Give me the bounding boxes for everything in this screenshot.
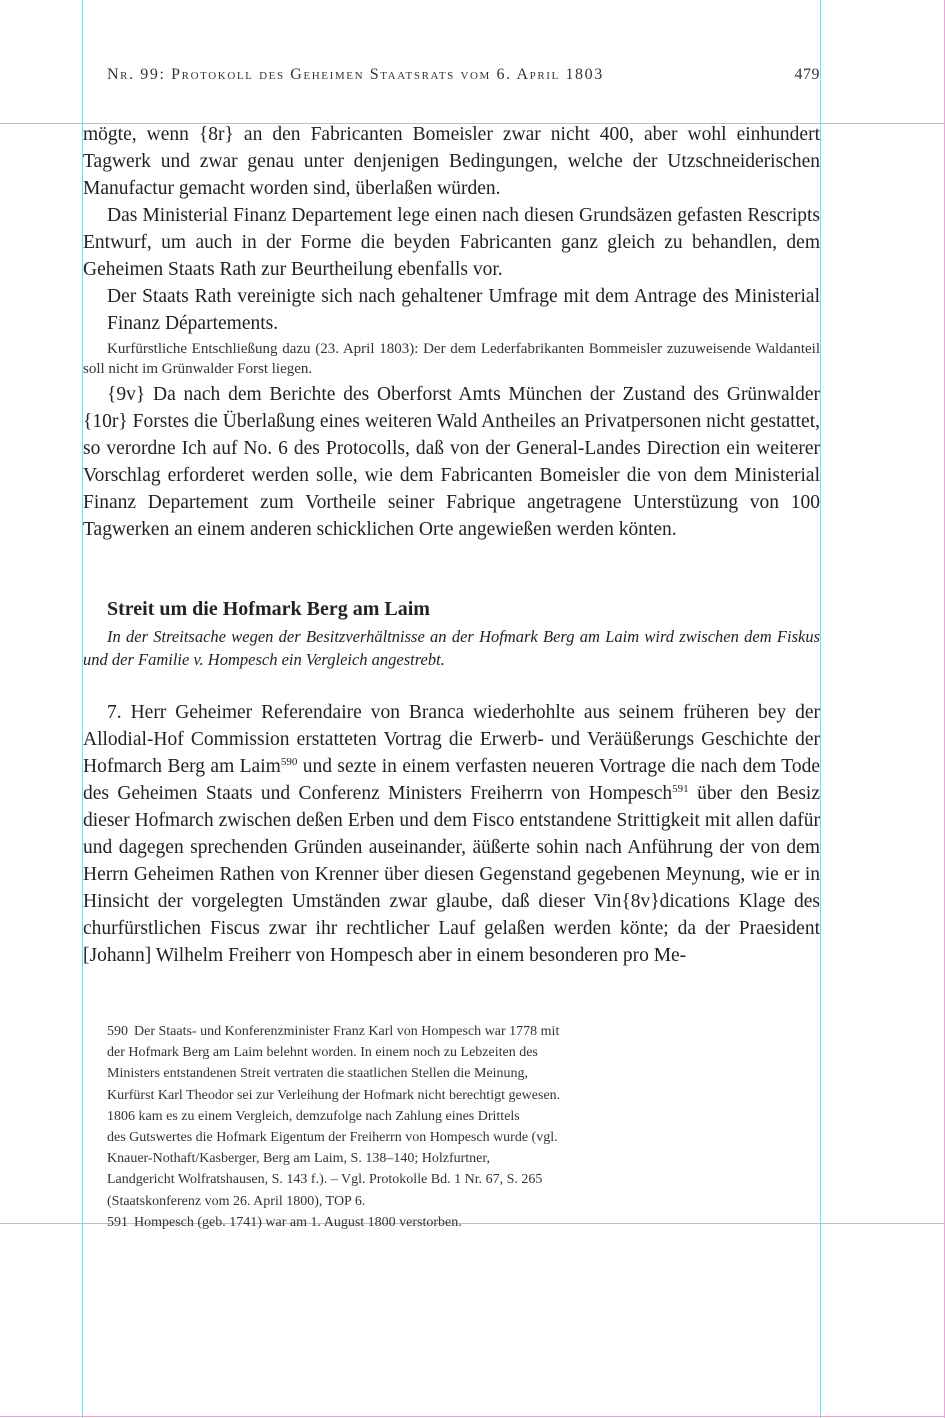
main-text (83, 121, 820, 543)
section-summary: In der Streitsache wegen der Besitzverhältnisse an der Hofmark Berg am Laim wird zwischen dem Fiskus und der Familie v. Hompesch ein Vergleich angestrebt. (83, 627, 820, 669)
footnote-line: 591 Hompesch (geb. 1741) war am 1. August 1800 verstorben. (107, 1214, 462, 1230)
footnote-line: (Staatskonferenz vom 26. April 1800), TOP 6. (107, 1193, 366, 1209)
footnote-ref-590[interactable]: 590 (280, 756, 298, 768)
footnote-number: 591 (107, 1214, 128, 1230)
footnote-line: Knauer-Nothaft/Kasberger, Berg am Laim, S. 138–140; Holzfurtner, (107, 1151, 490, 1167)
paragraph-7-part-b: und sezte in einem verfasten neueren Vortrage die nach dem Tode des Geheimen Staats und Conferenz Ministers Freiherrn von Hompesch (83, 756, 820, 804)
footnote-line: 590 Der Staats- und Konferenzminister Franz Karl von Hompesch war 1778 mit (107, 1024, 560, 1039)
editorial-note: Kurfürstliche Entschließung dazu (23. April 1803): Der dem Lederfabrikanten Bommeisler zuzuweisende Waldanteil soll nicht im Grünwalder Forst liegen. (83, 341, 820, 377)
running-header (107, 66, 820, 84)
paragraph-rescript: Das Ministerial Finanz Departement lege einen nach diesen Grundsäzen gefasten Rescripts Entwurf, um auch in der Forme die beyden Fabricanten ganz gleich zu behandlen, dem Geheimen Staats Rath zur Beurtheilung ebenfalls vor. (83, 205, 820, 280)
footnote-590 (107, 1021, 667, 1212)
page-bottom-guide (0, 1416, 945, 1417)
paragraph-7-part-a: 7. Herr Geheimer Referendaire von Branca wiederhohlte aus seinem früheren bey der Allodial-Hof Commission erstatteten Vortrag die Erwerb- und Veräüßerungs Geschichte der Hofmarch Berg am Laim (83, 702, 820, 777)
footnote-line: des Gutswertes die Hofmark Eigentum der Freiherrn von Hompesch wurde (vgl. (107, 1130, 558, 1146)
running-title: Nr. 99: Protokoll des Geheimen Staatsrats vom 6. April 1803 (107, 66, 604, 83)
section-berg-am-laim (83, 598, 820, 671)
footnote-line: Landgericht Wolfratshausen, S. 143 f.). – Vgl. Protokolle Bd. 1 Nr. 67, S. 265 (107, 1172, 543, 1188)
paragraph-decree: {9v} Da nach dem Berichte des Oberforst Amts München der Zustand des Grünwalder {10r} Forstes die Überlaßung eines weiteren Wald Antheiles an Privatpersonen nicht gestattet, so verordne Ich auf No. 6 des Protocolls, daß von der General-Landes Direction ein weiterer Vorschlag erforderet werden solle, wie dem Fabricanten Bomeisler die von dem Ministerial Finanz Departement zum Vortheile seiner Fabrique angetragene Unterstüzung von 100 Tagwerken an einem anderen schicklichen Orte angewießen werden könten. (83, 384, 820, 540)
paragraph-7 (83, 699, 820, 969)
footnote-line: der Hofmark Berg am Laim belehnt worden. In einem noch zu Lebzeiten des (107, 1045, 538, 1061)
footnotes (107, 1021, 667, 1233)
right-margin-guide (820, 0, 821, 1418)
section-heading: Streit um die Hofmark Berg am Laim (107, 598, 430, 620)
paragraph-7-part-c: über den Besiz dieser Hofmarch zwischen deßen Erben und dem Fisco entstandene Strittigkeit mit allen dafür und dagegen sprechenden Gründen auseinander, äüßerte sohin nach Anführung der von dem Herrn Geheimen Rathen von Krenner über diesen Gegenstand gegebenen Meynung, wie er in Hinsicht der vorgelegten Umständen zwar glaube, daß dieser Vin{8v}dications Klage des churfürstlichen Fiscus zwar ihr rechtlicher Lauf gelaßen werden könte; da der Praesident [Johann] Wilhelm Freiherr von Hompesch aber in einem besonderen pro Me- (83, 783, 820, 966)
footnote-line: Ministers entstandenen Streit vertraten die staatlichen Stellen die Meinung, (107, 1066, 529, 1082)
paragraph-resolution: Der Staats Rath vereinigte sich nach gehaltener Umfrage mit dem Antrage des Ministerial Finanz Départements. (107, 286, 820, 334)
footnote-ref-591[interactable]: 591 (672, 783, 689, 795)
paragraph-7-block (83, 699, 820, 969)
footnote-number: 590 (107, 1024, 128, 1039)
footnote-591 (107, 1212, 667, 1233)
paragraph-continued: mögte, wenn {8r} an den Fabricanten Bomeisler zwar nicht 400, aber wohl einhundert Tagwerk und zwar genau unter denjenigen Bedingungen, welche der Utzschneiderischen Manufactur gemacht worden sind, überlaßen würden. (83, 124, 820, 199)
footnote-line: Kurfürst Karl Theodor sei zur Verleihung der Hofmark nicht berechtigt gewesen. (107, 1087, 561, 1103)
page-number: 479 (794, 66, 820, 83)
footnote-line: 1806 kam es zu einem Vergleich, demzufolge nach Zahlung eines Drittels (107, 1108, 520, 1124)
